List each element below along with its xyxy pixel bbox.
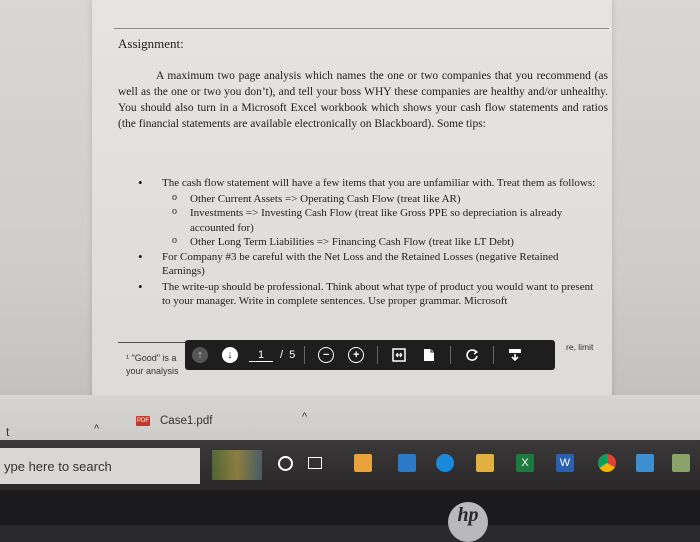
app-icon[interactable] [672, 454, 690, 472]
toolbar-divider [377, 346, 378, 364]
arrow-up-icon: ↑ [192, 347, 208, 363]
task-view-icon[interactable] [306, 454, 324, 472]
total-pages: 5 [289, 349, 296, 361]
toolbar-divider [493, 346, 494, 364]
tips-list [132, 176, 602, 310]
sub-tip-item: o Investments => Investing Cash Flow (treat like Gross PPE so depreciation is already accounted for) [132, 206, 602, 235]
search-highlight-icon [212, 450, 262, 480]
word-icon[interactable]: W [556, 454, 574, 472]
tip-item: • For Company #3 be careful with the Net Loss and the Retained Losses (negative Retained Earnings) [132, 250, 602, 279]
rotate-icon [465, 348, 479, 362]
taskbar-search-box[interactable]: ype here to search [0, 448, 200, 484]
download-icon [508, 348, 522, 362]
downloaded-file-name: Case1.pdf [160, 415, 213, 427]
file-explorer-icon[interactable] [476, 454, 494, 472]
page-up-button[interactable] [189, 344, 211, 366]
download-button[interactable] [504, 344, 526, 366]
downloaded-file-item[interactable] [136, 415, 212, 427]
footnote [126, 352, 179, 378]
tip-item: • The write-up should be professional. Think about what type of product you would want to present to your manager. Write in complete sentences. Use proper grammar. Microsoft [132, 280, 602, 309]
page-number-input[interactable]: 1 [249, 349, 273, 362]
taskbar [0, 440, 700, 490]
edge-icon[interactable] [436, 454, 454, 472]
zoom-in-button[interactable] [345, 344, 367, 366]
toolbar-divider [450, 346, 451, 364]
footnote-line: ¹ "Good" is a [126, 353, 177, 363]
rotate-button[interactable] [461, 344, 483, 366]
assignment-paragraph-text: A maximum two page analysis which names the one or two companies that you recommend (as well as the one or two you don’t), and tell your boss WHY these companies are healthy and/or unhealthy. You should also turn in a Microsoft Excel workbook which shows your cash flow statements and ratios (the financial statements are available electronically on Blackboard). Some tips: [118, 70, 608, 130]
minus-icon: − [318, 347, 334, 363]
excel-icon[interactable]: X [516, 454, 534, 472]
plus-icon: + [348, 347, 364, 363]
sub-tip-item: o Other Long Term Liabilities => Financing Cash Flow (treat like LT Debt) [132, 235, 602, 250]
fit-page-button[interactable] [388, 344, 410, 366]
page-view-icon [422, 348, 436, 362]
sub-tip-item: o Other Current Assets => Operating Cash Flow (treat like AR) [132, 192, 602, 207]
footnote-right-text: re, limit [566, 342, 594, 352]
pdf-file-icon: PDF [137, 418, 149, 424]
zoom-out-button[interactable] [315, 344, 337, 366]
page-down-button[interactable] [219, 344, 241, 366]
mail-icon[interactable] [398, 454, 416, 472]
footnote-line: your analysis [126, 366, 179, 376]
download-bar-left-text: t [6, 425, 10, 439]
assignment-heading: Assignment: [118, 36, 184, 51]
page-view-button[interactable] [418, 344, 440, 366]
chrome-icon[interactable] [598, 454, 616, 472]
tip-item: • The cash flow statement will have a few items that you are unfamiliar with. Treat them as follows: [132, 176, 602, 191]
photos-icon[interactable] [636, 454, 654, 472]
chevron-up-icon[interactable]: ^ [94, 423, 100, 435]
page-top-rule [114, 28, 609, 29]
chevron-up-icon[interactable]: ^ [302, 411, 308, 423]
hp-logo: hp [448, 502, 488, 542]
toolbar-divider [304, 346, 305, 364]
cortana-icon[interactable] [276, 454, 294, 472]
page-separator: / [280, 349, 284, 361]
pdf-toolbar [185, 340, 555, 370]
arrow-down-icon: ↓ [222, 347, 238, 363]
fit-page-icon [392, 348, 406, 362]
assignment-paragraph [118, 68, 608, 132]
store-icon[interactable] [354, 454, 372, 472]
monitor-bezel [0, 490, 700, 525]
